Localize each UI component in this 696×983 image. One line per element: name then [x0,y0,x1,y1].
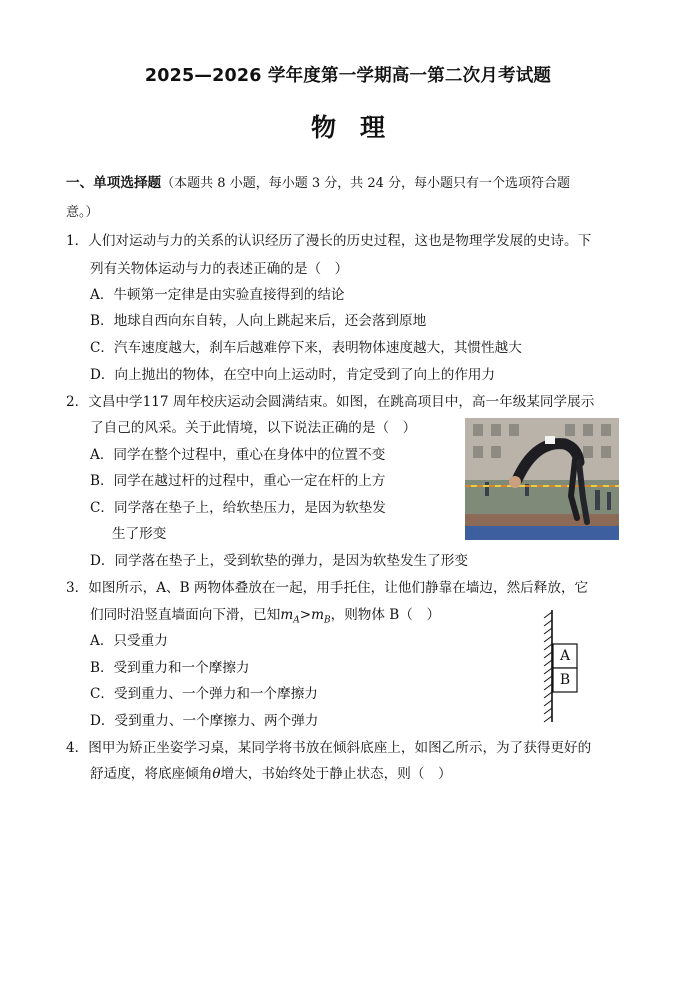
q3-mass-a-subscript: A [293,615,300,626]
q2-option-d: D．同学落在垫子上，受到软垫的弹力，是因为软垫发生了形变 [90,553,468,569]
wall-diagram [540,608,590,724]
q3-mass-b: m [311,607,324,623]
q2-stem-line2: 了自己的风采。关于此情境，以下说法正确的是（ ） [90,420,417,436]
subject-title: 物理 [310,113,409,142]
q1-stem-line1: 1．人们对运动与力的关系的认识经历了漫长的历史过程，这也是物理学发展的史诗。下 [66,233,592,249]
high-jump-illustration [465,418,619,540]
q3-option-b: B．受到重力和一个摩擦力 [90,660,250,676]
section-heading: 一、单项选择题 [66,175,162,191]
section-heading-line [66,173,570,194]
q3-greater-than: > [299,607,312,623]
q2-stem-line1: 2．文昌中学117 周年校庆运动会圆满结束。如图，在跳高项目中，高一年级某同学展示 [66,394,595,410]
q1-stem-line2: 列有关物体运动与力的表述正确的是（ ） [90,261,349,277]
q4-theta: θ [212,766,221,782]
q3-stem-line1: 3．如图所示，A、B 两物体叠放在一起，用手托住，让他们静靠在墙边，然后释放，它 [66,580,589,596]
section-note-continued: 意。） [66,205,99,220]
q3-stem-line2-end: ，则物体 B（ ） [330,607,441,623]
q3-option-d: D．受到重力、一个摩擦力、两个弹力 [90,713,319,729]
q1-option-c: C．汽车速度越大，刹车后越难停下来，表明物体速度越大，其惯性越大 [90,340,522,356]
q3-mass-a: m [280,607,294,623]
exam-title: 2025—2026 学年度第一学期高一第二次月考试题 [144,66,552,86]
q2-option-c-continued: 生了形变 [112,526,167,542]
q1-option-b: B．地球自西向东自转，人向上跳起来后，还会落到原地 [90,313,427,329]
q1-option-a: A．牛顿第一定律是由实验直接得到的结论 [90,287,345,303]
section-note: （本题共 8 小题，每小题 3 分，共 24 分，每小题只有一个选项符合题 [161,176,571,191]
q4-stem-line2 [90,764,452,784]
q2-option-c: C．同学落在垫子上，给软垫压力，是因为软垫发 [90,500,386,516]
q3-mass-b-subscript: B [323,615,331,626]
q4-stem-line2-start: 舒适度，将底座倾角 [90,766,213,782]
q1-option-d: D．向上抛出的物体，在空中向上运动时，肯定受到了向上的作用力 [90,367,496,383]
q3-stem-line2 [90,605,440,631]
q2-option-b: B．同学在越过杆的过程中，重心一定在杆的上方 [90,473,386,489]
q3-option-c: C．受到重力、一个弹力和一个摩擦力 [90,686,318,702]
block-b-label: B [559,672,571,688]
block-a-label: A [559,648,571,664]
q4-stem-line1: 4．图甲为矫正坐姿学习桌，某同学将书放在倾斜底座上，如图乙所示，为了获得更好的 [66,740,592,756]
q2-option-a: A．同学在整个过程中，重心在身体中的位置不变 [90,447,386,463]
high-jump-photo [465,418,619,540]
q3-stem-line2-start: 们同时沿竖直墙面向下滑，已知 [90,607,281,623]
q3-option-a: A．只受重力 [90,633,168,649]
q4-stem-line2-end: 增大，书始终处于静止状态，则（ ） [220,766,452,782]
wall-blocks-figure [540,608,590,724]
